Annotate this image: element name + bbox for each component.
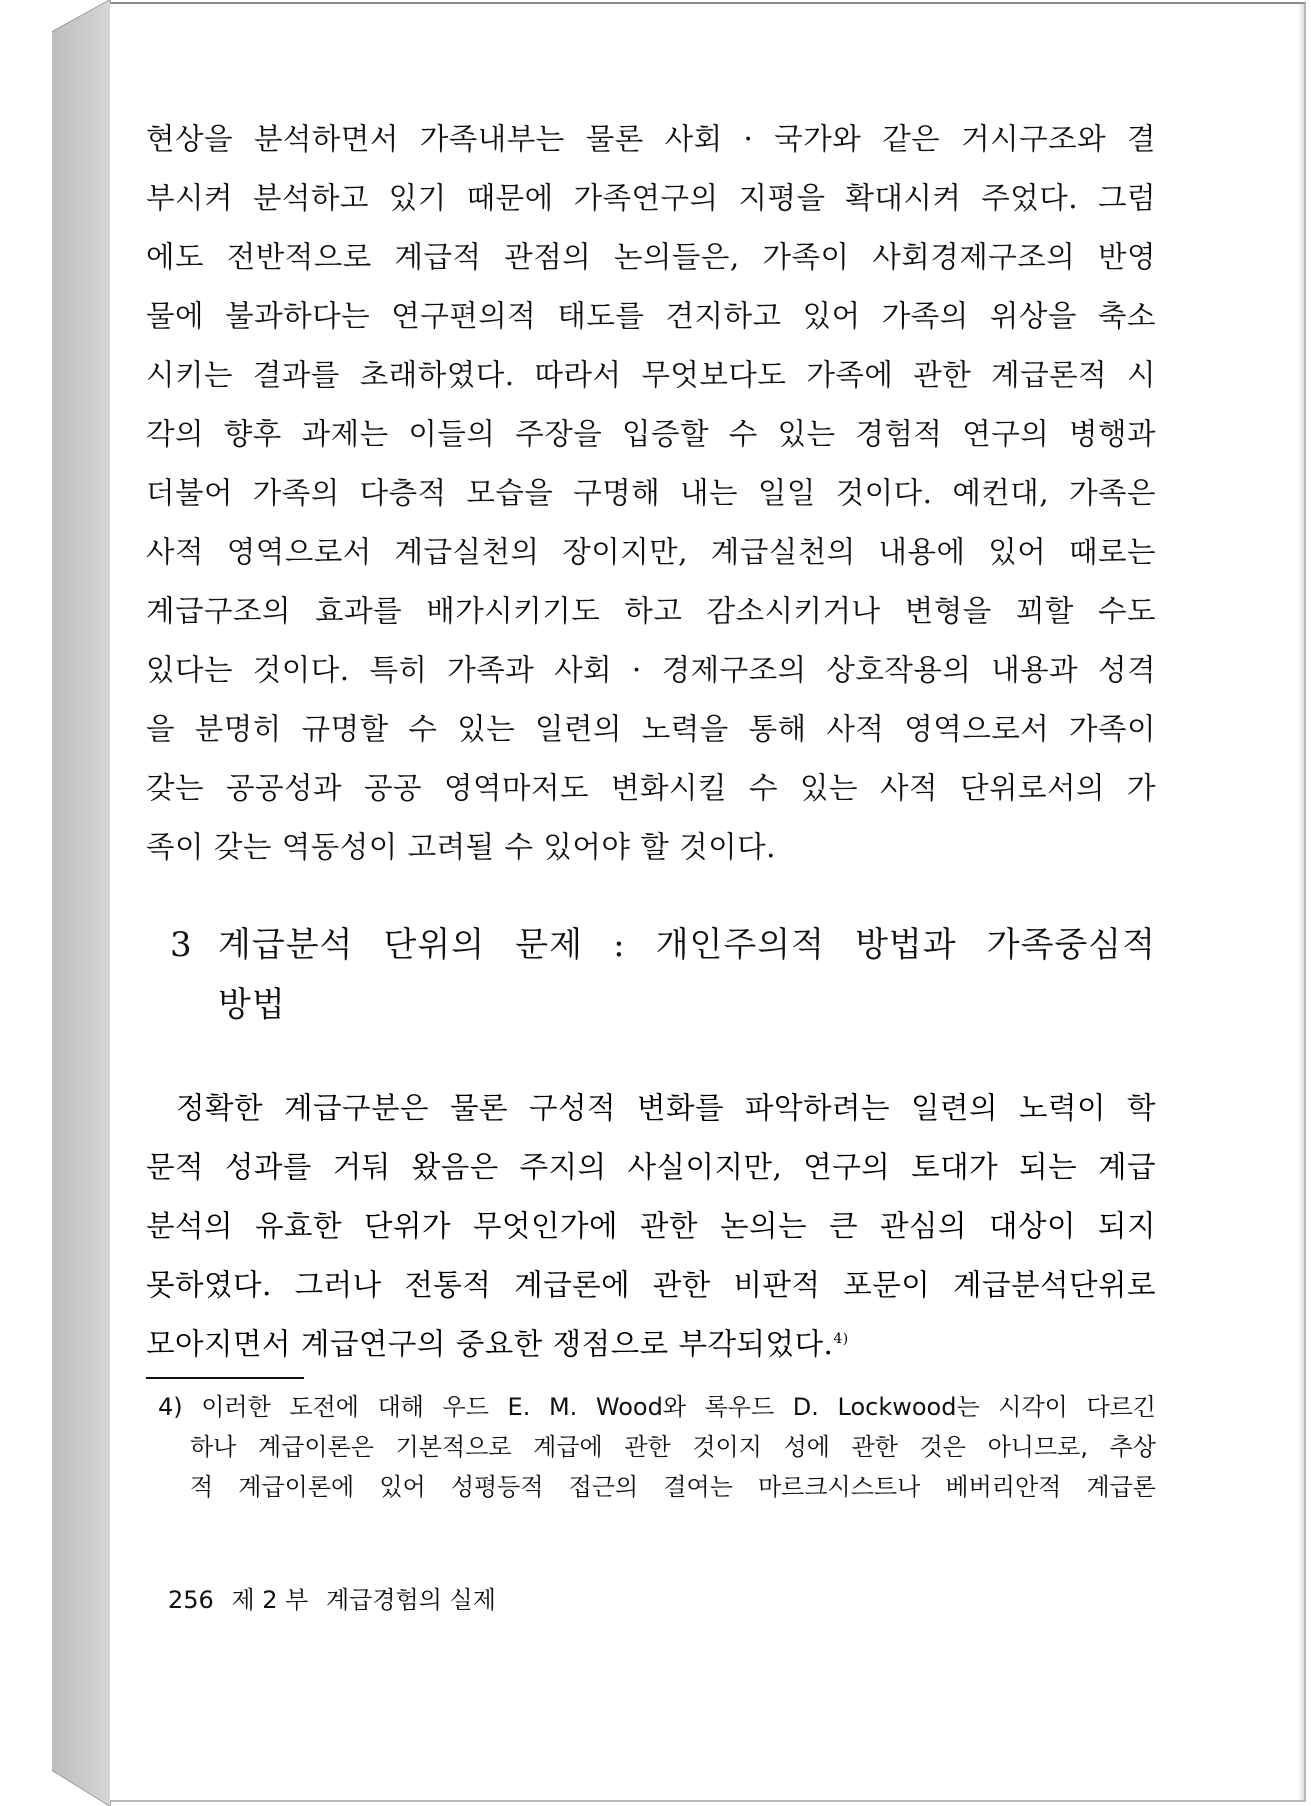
text-line-with-footnote-ref xyxy=(146,1315,1156,1374)
page-number: 256 xyxy=(168,1586,214,1614)
paragraph-2 xyxy=(146,1079,1156,1374)
text-line: 계급구조의 효과를 배가시키기도 하고 감소시키거나 변형을 꾀할 수도 xyxy=(146,594,1156,628)
footnote-line: 4) 이러한 도전에 대해 우드 E. M. Wood와 록우드 D. Lockwood는 시각이 다르긴 xyxy=(158,1393,1156,1421)
text-line: 더불어 가족의 다층적 모습을 구명해 내는 일일 것이다. 예컨대, 가족은 xyxy=(146,476,1156,510)
page-footer xyxy=(168,1580,506,1615)
text-line: 정확한 계급구분은 물론 구성적 변화를 파악하려는 일련의 노력이 학 xyxy=(176,1091,1156,1125)
text-line: 각의 향후 과제는 이들의 주장을 입증할 수 있는 경험적 연구의 병행과 xyxy=(146,417,1156,451)
footnote-line: 적 계급이론에 있어 성평등적 접근의 결여는 마르크시스트나 베버리안적 계급론 xyxy=(190,1473,1156,1501)
part-title: 계급경험의 실제 xyxy=(326,1586,496,1614)
text-line: 물에 불과하다는 연구편의적 태도를 견지하고 있어 가족의 위상을 축소 xyxy=(146,299,1156,333)
section-number: 3 xyxy=(170,925,193,965)
page-edge-shadow xyxy=(1298,4,1304,1800)
text-line: 분석의 유효한 단위가 무엇인가에 관한 논의는 큰 관심의 대상이 되지 xyxy=(146,1209,1156,1243)
text-line: 에도 전반적으로 계급적 관점의 논의들은, 가족이 사회경제구조의 반영 xyxy=(146,240,1156,274)
text-line: 시키는 결과를 초래하였다. 따라서 무엇보다도 가족에 관한 계급론적 시 xyxy=(146,358,1156,392)
text-line: 부시켜 분석하고 있기 때문에 가족연구의 지평을 확대시켜 주었다. 그럼 xyxy=(146,181,1156,215)
footnote xyxy=(146,1387,1156,1507)
text-line: 현상을 분석하면서 가족내부는 물론 사회 · 국가와 같은 거시구조와 결 xyxy=(146,122,1156,156)
text-line: 사적 영역으로서 계급실천의 장이지만, 계급실천의 내용에 있어 때로는 xyxy=(146,535,1156,569)
footnote-line: 하나 계급이론은 기본적으로 계급에 관한 것이지 성에 관한 것은 아니므로, 추상 xyxy=(190,1433,1156,1461)
text-line: 문적 성과를 거둬 왔음은 주지의 사실이지만, 연구의 토대가 되는 계급 xyxy=(146,1150,1156,1184)
footnote-divider xyxy=(146,1377,304,1379)
text-line: 모아지면서 계급연구의 중요한 쟁점으로 부각되었다. xyxy=(146,1327,834,1361)
paragraph-1 xyxy=(146,110,1156,877)
section-title-line-2: 방법 xyxy=(218,985,286,1025)
footnote-reference: 4) xyxy=(833,1331,849,1348)
section-heading xyxy=(170,915,1156,1035)
text-line: 있다는 것이다. 특히 가족과 사회 · 경제구조의 상호작용의 내용과 성격 xyxy=(146,653,1156,687)
section-title-line-1: 계급분석 단위의 문제 : 개인주의적 방법과 가족중심적 xyxy=(218,925,1156,965)
text-line: 족이 갖는 역동성이 고려될 수 있어야 할 것이다. xyxy=(146,830,776,864)
text-line: 갖는 공공성과 공공 영역마저도 변화시킬 수 있는 사적 단위로서의 가 xyxy=(146,771,1156,805)
text-line: 못하였다. 그러나 전통적 계급론에 관한 비판적 포문이 계급분석단위로 xyxy=(146,1268,1156,1302)
text-line: 을 분명히 규명할 수 있는 일련의 노력을 통해 사적 영역으로서 가족이 xyxy=(146,712,1156,746)
book-spine xyxy=(52,0,112,1806)
part-label: 제 2 부 xyxy=(231,1586,309,1614)
